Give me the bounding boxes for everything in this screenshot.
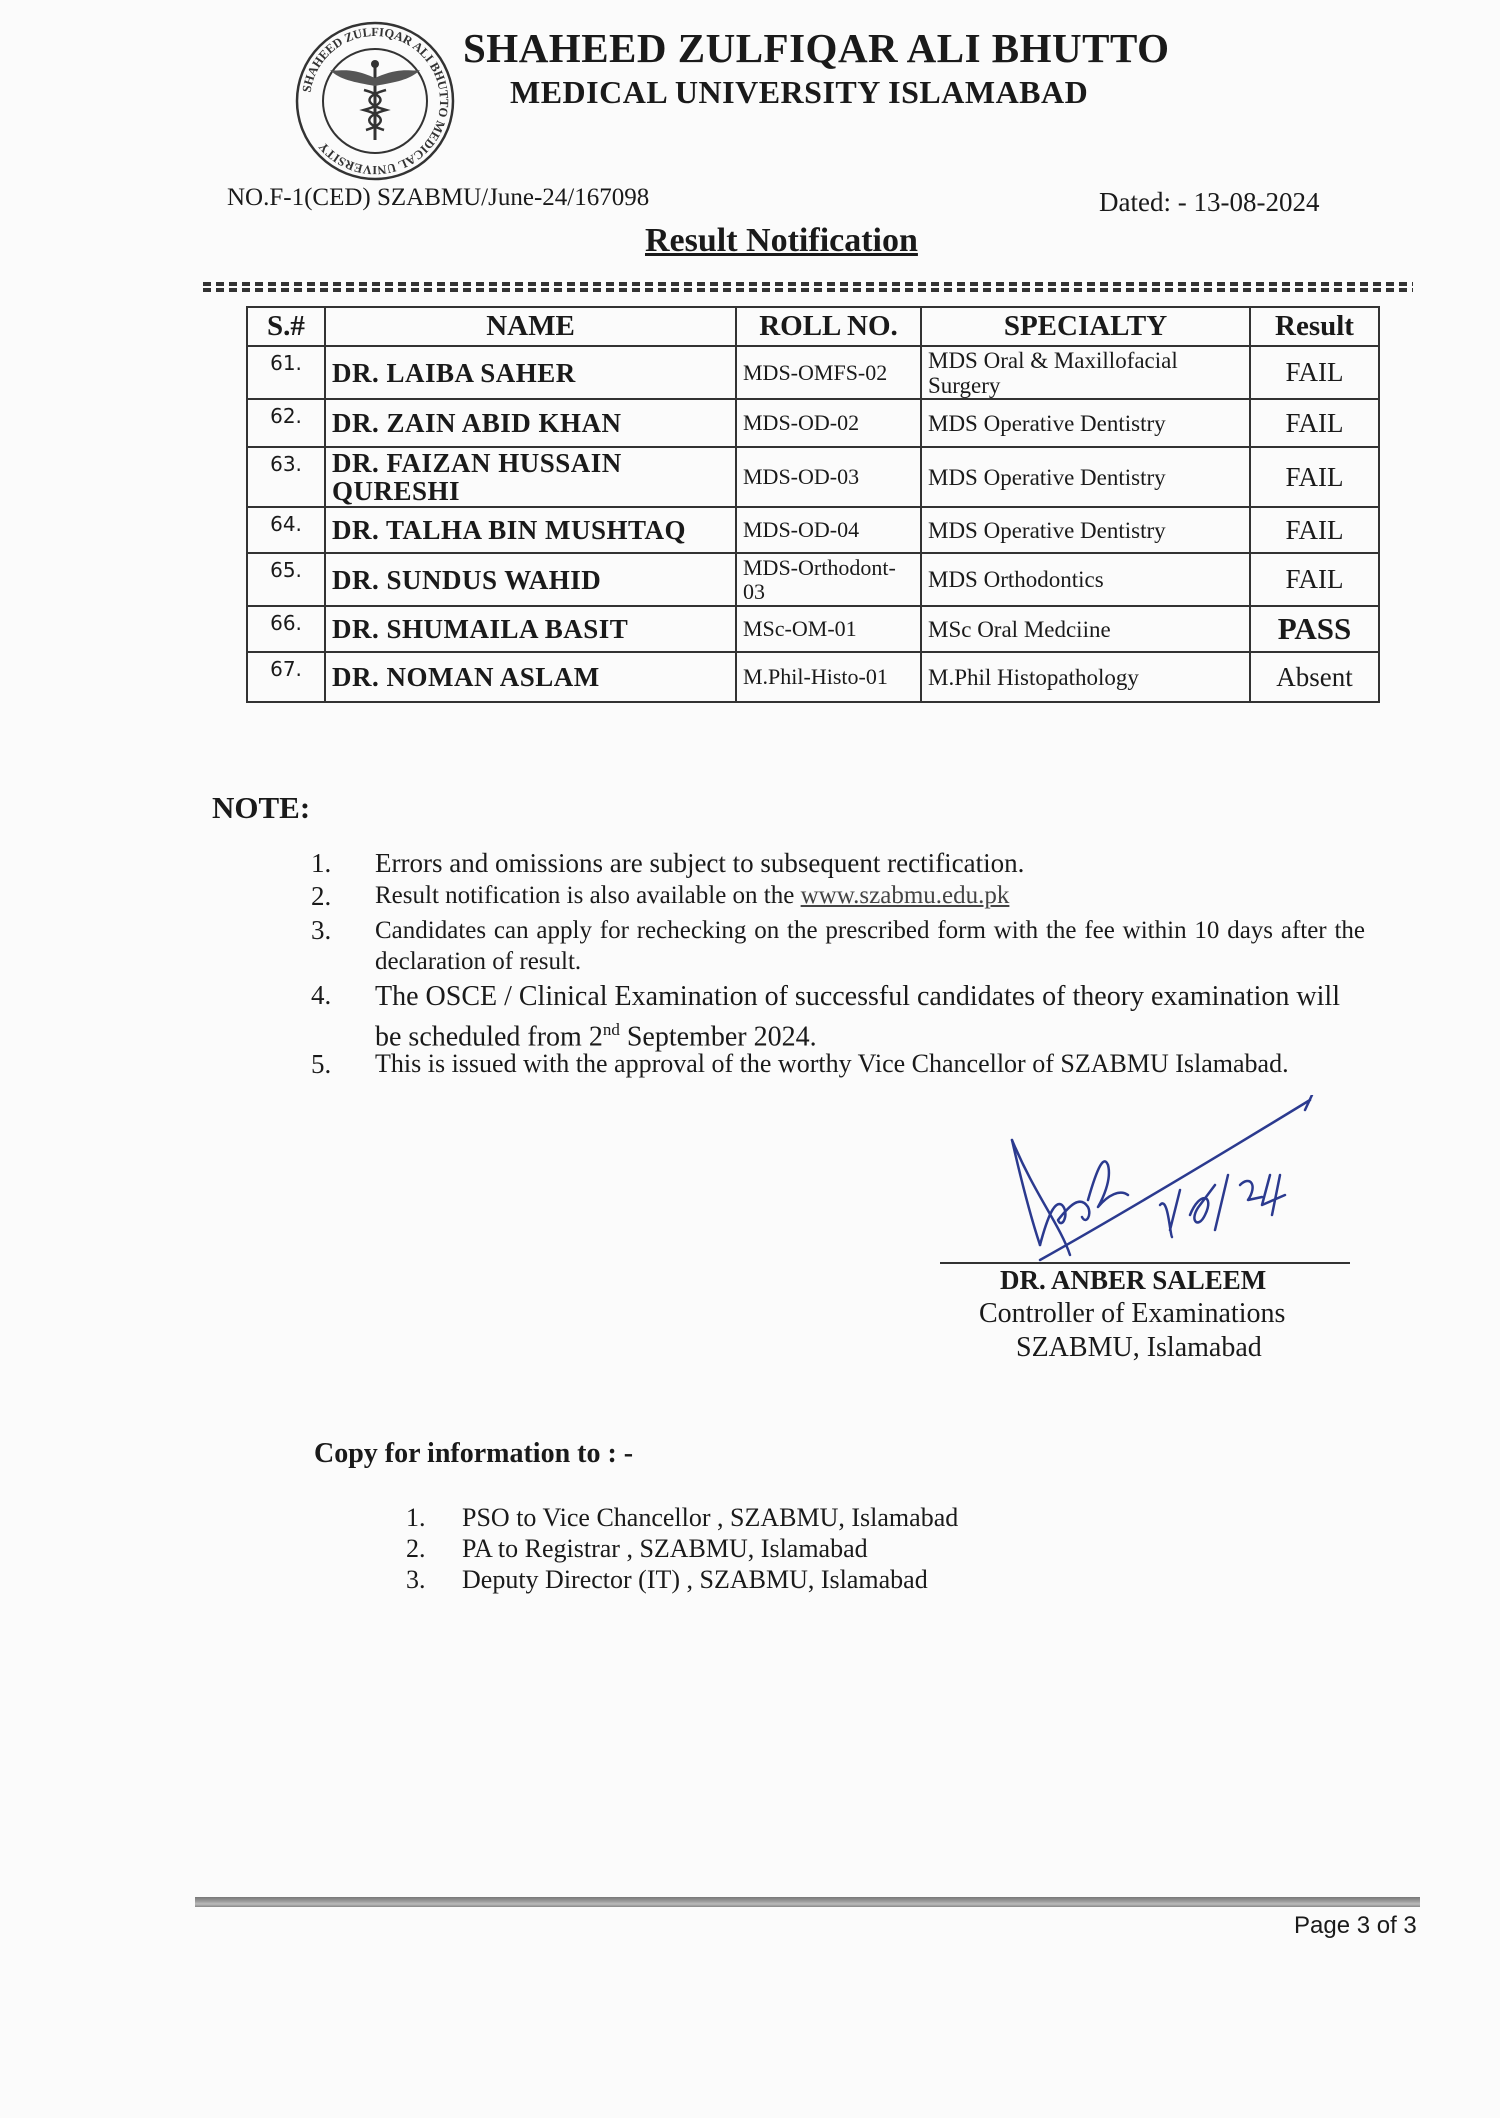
row-result: Absent [1250, 652, 1379, 702]
row-specialty: MDS Oral & Maxillofacial Surgery [921, 346, 1250, 399]
row-specialty: MDS Operative Dentistry [921, 447, 1250, 507]
note-item [375, 881, 1365, 911]
row-roll-no: MDS-OD-04 [736, 507, 921, 553]
row-result: FAIL [1250, 507, 1379, 553]
note-number: 5. [311, 1049, 332, 1079]
table-header-row [247, 307, 1379, 346]
row-serial: 62. [247, 399, 325, 447]
note-number: 4. [311, 980, 332, 1010]
note-item [375, 1049, 1365, 1079]
row-result: FAIL [1250, 447, 1379, 507]
note-number: 2. [311, 881, 332, 911]
row-specialty: MDS Orthodontics [921, 553, 1250, 606]
copy-number: 2. [406, 1534, 426, 1563]
row-result: FAIL [1250, 399, 1379, 447]
university-name: SHAHEED ZULFIQAR ALI BHUTTO [463, 25, 1170, 71]
results-table [246, 306, 1380, 703]
note-text: Candidates can apply for rechecking on the prescribed form with the fee within 10 days after the declaration of result. [375, 917, 1365, 975]
row-serial: 67. [247, 652, 325, 702]
column-header-sn: S.# [247, 307, 325, 346]
note-text: Result notification is also available on the [375, 882, 801, 909]
note-item [375, 915, 1365, 977]
reference-number: NO.F-1(CED) SZABMU/June-24/167098 [227, 184, 650, 211]
row-serial: 66. [247, 606, 325, 652]
row-roll-no: MDS-OD-02 [736, 399, 921, 447]
seal-text: SHAHEED ZULFIQAR ALI BHUTTO MEDICAL UNIVERSITY [299, 24, 452, 178]
university-subtitle: MEDICAL UNIVERSITY ISLAMABAD [510, 74, 1089, 110]
row-name: DR. LAIBA SAHER [325, 346, 736, 399]
table-row [247, 507, 1379, 553]
document-title: Result Notification [645, 222, 918, 259]
row-result: FAIL [1250, 346, 1379, 399]
row-roll-no: MDS-OD-03 [736, 447, 921, 507]
row-result: FAIL [1250, 553, 1379, 606]
row-serial: 63. [247, 447, 325, 507]
row-serial: 61. [247, 346, 325, 399]
row-specialty: M.Phil Histopathology [921, 652, 1250, 702]
note-text: Errors and omissions are subject to subsequent rectification. [375, 848, 1025, 878]
row-serial: 64. [247, 507, 325, 553]
copy-number: 3. [406, 1565, 426, 1594]
note-text: This is issued with the approval of the worthy Vice Chancellor of SZABMU Islamabad. [375, 1049, 1289, 1078]
note-text: September 2024. [619, 1021, 817, 1053]
table-row [247, 606, 1379, 652]
column-header-specialty: SPECIALTY [921, 307, 1250, 346]
double-rule-divider [203, 282, 1413, 292]
note-heading: NOTE: [212, 790, 311, 825]
row-name: DR. TALHA BIN MUSHTAQ [325, 507, 736, 553]
row-roll-no: MSc-OM-01 [736, 606, 921, 652]
signatory-name: DR. ANBER SALEEM [1000, 1265, 1267, 1295]
copy-recipient: PSO to Vice Chancellor , SZABMU, Islamabad [462, 1503, 959, 1532]
column-header-result: Result [1250, 307, 1379, 346]
row-name: DR. FAIZAN HUSSAIN QURESHI [325, 447, 736, 507]
handwritten-signature [1000, 1095, 1360, 1265]
column-header-name: NAME [325, 307, 736, 346]
row-name: DR. ZAIN ABID KHAN [325, 399, 736, 447]
row-result: PASS [1250, 606, 1379, 652]
university-seal-logo [294, 20, 456, 182]
column-header-roll: ROLL NO. [736, 307, 921, 346]
row-specialty: MDS Operative Dentistry [921, 399, 1250, 447]
row-roll-no: MDS-Orthodont-03 [736, 553, 921, 606]
row-serial: 65. [247, 553, 325, 606]
note-text: The OSCE / Clinical Examination of successful candidates of theory examination will be scheduled from 2 [375, 981, 1340, 1053]
note-superscript: nd [602, 1020, 620, 1039]
row-roll-no: MDS-OMFS-02 [736, 346, 921, 399]
website-link[interactable]: www.szabmu.edu.pk [800, 882, 1010, 909]
table-row [247, 346, 1379, 399]
row-name: DR. SUNDUS WAHID [325, 553, 736, 606]
page-number: Page 3 of 3 [1294, 1912, 1417, 1939]
footer-rule [195, 1897, 1420, 1907]
table-row [247, 399, 1379, 447]
note-number: 1. [311, 848, 332, 878]
copy-number: 1. [406, 1503, 426, 1532]
row-name: DR. SHUMAILA BASIT [325, 606, 736, 652]
row-name: DR. NOMAN ASLAM [325, 652, 736, 702]
table-row [247, 553, 1379, 606]
copy-recipient: Deputy Director (IT) , SZABMU, Islamabad [462, 1565, 928, 1594]
date-line: Dated: - 13-08-2024 [1099, 187, 1320, 217]
signatory-title: Controller of Examinations [979, 1298, 1286, 1329]
row-roll-no: M.Phil-Histo-01 [736, 652, 921, 702]
copy-recipient: PA to Registrar , SZABMU, Islamabad [462, 1534, 868, 1563]
table-row [247, 652, 1379, 702]
row-specialty: MDS Operative Dentistry [921, 507, 1250, 553]
signatory-organization: SZABMU, Islamabad [1016, 1332, 1262, 1363]
row-specialty: MSc Oral Medciine [921, 606, 1250, 652]
note-item [375, 848, 1365, 878]
note-number: 3. [311, 915, 332, 945]
note-item [375, 980, 1365, 1053]
signature-line [940, 1262, 1350, 1264]
table-row [247, 447, 1379, 507]
copy-heading: Copy for information to : - [314, 1438, 634, 1469]
